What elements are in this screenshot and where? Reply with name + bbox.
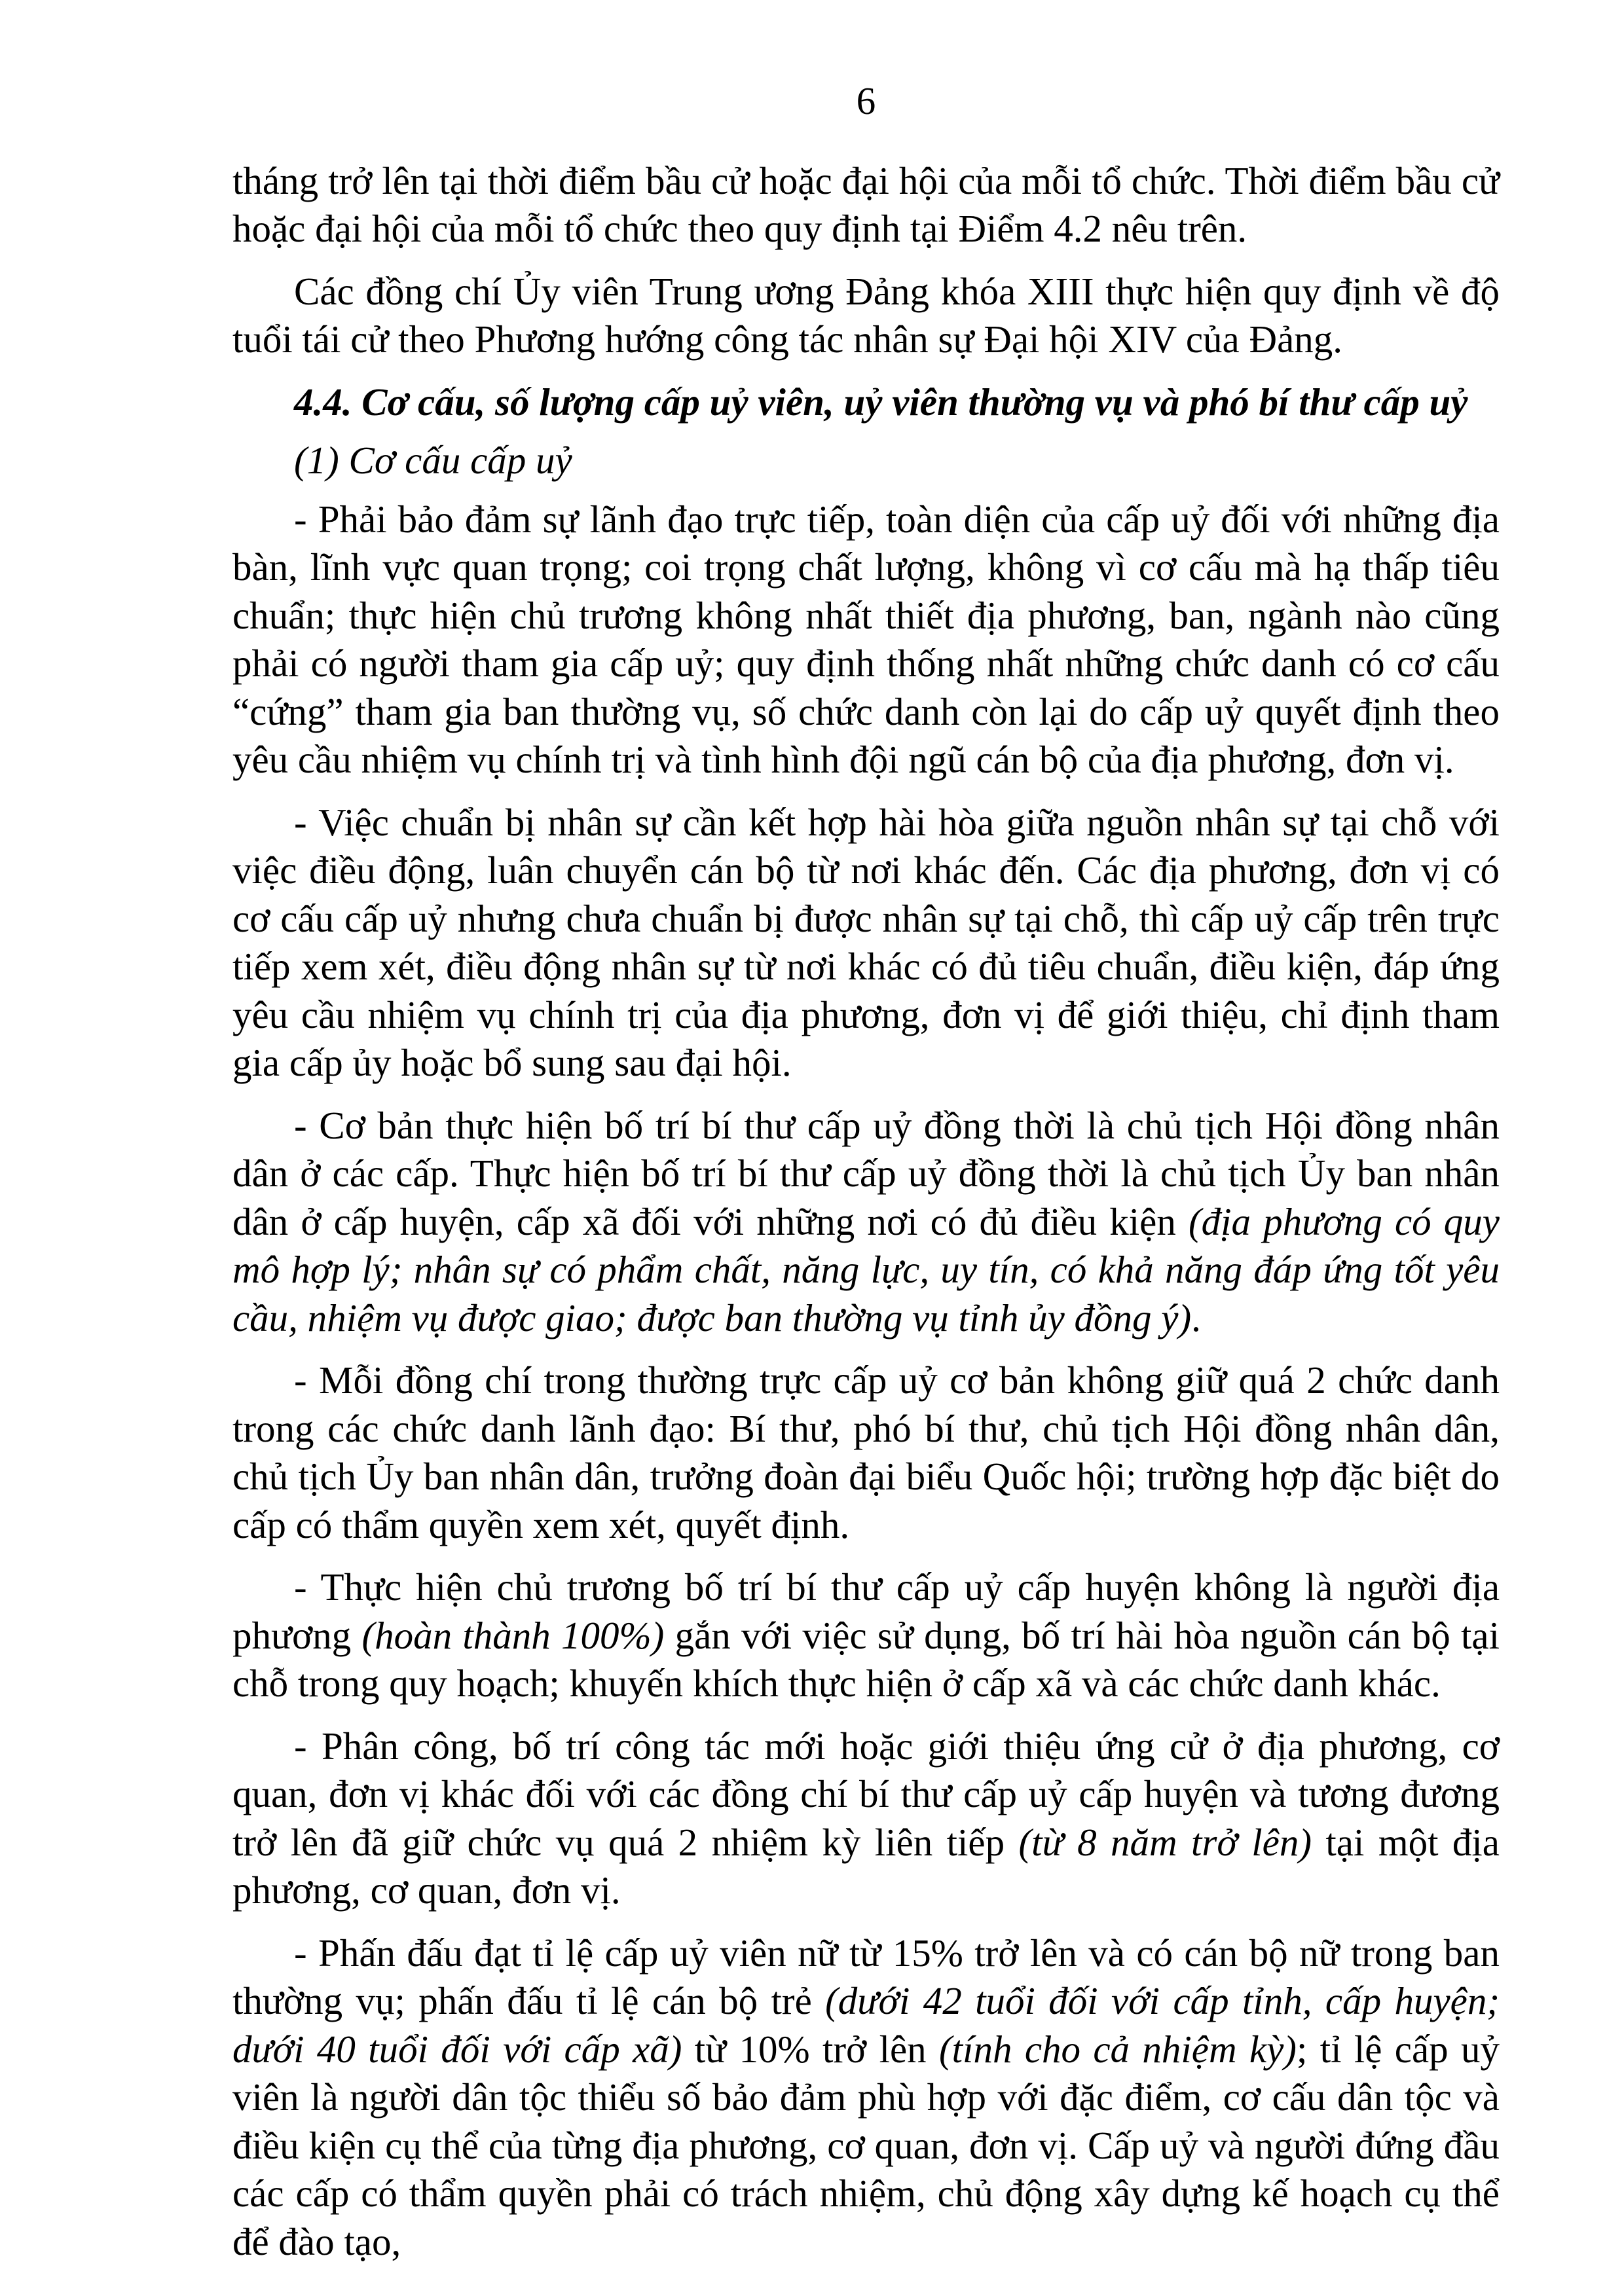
paragraph: - Phân công, bố trí công tác mới hoặc giới thiệu ứng cử ở địa phương, cơ quan, đơn vị khác đối với các đồng chí bí thư cấp uỷ cấp huyện và tương đương trở lên đã giữ chức vụ quá 2 nhiệm kỳ liên tiếp (từ 8 năm trở lên) tại một địa phương, cơ quan, đơn vị. xyxy=(232,1724,1500,1912)
subsection-heading: (1) Cơ cấu cấp uỷ xyxy=(294,439,572,482)
paragraph: - Mỗi đồng chí trong thường trực cấp uỷ cơ bản không giữ quá 2 chức danh trong các chức danh lãnh đạo: Bí thư, phó bí thư, chủ tịch Hội đồng nhân dân, chủ tịch Ủy ban nhân dân, trưởng đoàn đại biểu Quốc hội; trường hợp đặc biệt do cấp có thẩm quyền xem xét, quyết định. xyxy=(232,1358,1500,1546)
italic-text: (dưới 42 tuổi đối với cấp tỉnh, cấp huyện; dưới 40 tuổi đối với cấp xã) xyxy=(232,1979,1500,2071)
paragraph: - Phấn đấu đạt tỉ lệ cấp uỷ viên nữ từ 15% trở lên và có cán bộ nữ trong ban thường vụ; phấn đấu tỉ lệ cán bộ trẻ (dưới 42 tuổi đối với cấp tỉnh, cấp huyện; dưới 40 tuổi đối với cấp xã) từ 10% trở lên (tính cho cả nhiệm kỳ); tỉ lệ cấp uỷ viên là người dân tộc thiểu số bảo đảm phù hợp với đặc điểm, cơ cấu dân tộc và điều kiện cụ thể của từng địa phương, cơ quan, đơn vị. Cấp uỷ và người đứng đầu các cấp có thẩm quyền phải có trách nhiệm, chủ động xây dựng kế hoạch cụ thể để đào tạo, xyxy=(232,1931,1500,2263)
paragraph: - Phải bảo đảm sự lãnh đạo trực tiếp, toàn diện của cấp uỷ đối với những địa bàn, lĩnh vực quan trọng; coi trọng chất lượng, không vì cơ cấu mà hạ thấp tiêu chuẩn; thực hiện chủ trương không nhất thiết địa phương, ban, ngành nào cũng phải có người tham gia cấp uỷ; quy định thống nhất những chức danh có cơ cấu “cứng” tham gia ban thường vụ, số chức danh còn lại do cấp uỷ quyết định theo yêu cầu nhiệm vụ chính trị và tình hình đội ngũ cán bộ của địa phương, đơn vị. xyxy=(232,497,1500,781)
paragraph: tháng trở lên tại thời điểm bầu cử hoặc đại hội của mỗi tổ chức. Thời điểm bầu cử hoặc đại hội của mỗi tổ chức theo quy định tại Điểm 4.2 nêu trên. xyxy=(232,158,1500,250)
paragraph: - Việc chuẩn bị nhân sự cần kết hợp hài hòa giữa nguồn nhân sự tại chỗ với việc điều động, luân chuyển cán bộ từ nơi khác đến. Các địa phương, đơn vị có cơ cấu cấp uỷ nhưng chưa chuẩn bị được nhân sự tại chỗ, thì cấp uỷ cấp trên trực tiếp xem xét, điều động nhân sự từ nơi khác có đủ tiêu chuẩn, điều kiện, đáp ứng yêu cầu nhiệm vụ chính trị của địa phương, đơn vị để giới thiệu, chỉ định tham gia cấp ủy hoặc bổ sung sau đại hội. xyxy=(232,800,1500,1084)
section-heading: 4.4. Cơ cấu, số lượng cấp uỷ viên, uỷ viên thường vụ và phó bí thư cấp uỷ xyxy=(294,380,1468,424)
paragraph: Các đồng chí Ủy viên Trung ương Đảng khóa XIII thực hiện quy định về độ tuổi tái cử theo Phương hướng công tác nhân sự Đại hội XIV của Đảng. xyxy=(232,269,1500,361)
paragraph: - Thực hiện chủ trương bố trí bí thư cấp uỷ cấp huyện không là người địa phương (hoàn thành 100%) gắn với việc sử dụng, bố trí hài hòa nguồn cán bộ tại chỗ trong quy hoạch; khuyến khích thực hiện ở cấp xã và các chức danh khác. xyxy=(232,1565,1500,1705)
italic-text: (tính cho cả nhiệm kỳ) xyxy=(939,2027,1297,2071)
paragraph: - Cơ bản thực hiện bố trí bí thư cấp uỷ đồng thời là chủ tịch Hội đồng nhân dân ở các cấp. Thực hiện bố trí bí thư cấp uỷ đồng thời là chủ tịch Ủy ban nhân dân ở cấp huyện, cấp xã đối với những nơi có đủ điều kiện (địa phương có quy mô hợp lý; nhân sự có phẩm chất, năng lực, uy tín, có khả năng đáp ứng tốt yêu cầu, nhiệm vụ được giao; được ban thường vụ tỉnh ủy đồng ý). xyxy=(232,1103,1500,1339)
italic-text: (địa phương có quy mô hợp lý; nhân sự có phẩm chất, năng lực, uy tín, có khả năng đáp ứng tốt yêu cầu, nhiệm vụ được giao; được ban thường vụ tỉnh ủy đồng ý) xyxy=(232,1199,1500,1339)
page-number: 6 xyxy=(856,79,876,122)
italic-text: (từ 8 năm trở lên) xyxy=(1018,1820,1312,1864)
italic-text: (hoàn thành 100%) xyxy=(361,1613,665,1657)
document-page xyxy=(232,77,1500,2280)
